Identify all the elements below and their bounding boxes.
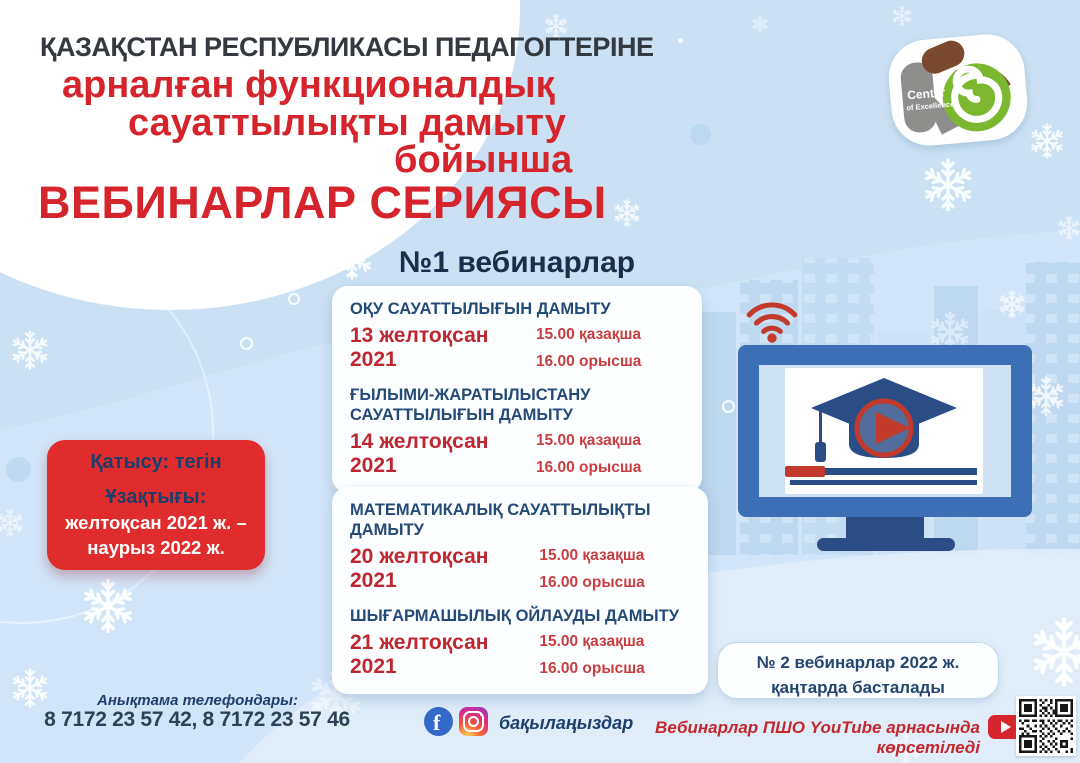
webinar-time-kazakh: 15.00 қазақша (539, 546, 645, 564)
instagram-lens (468, 716, 479, 727)
bokeh-dot (678, 38, 683, 43)
webinar-item (350, 501, 690, 596)
bokeh-dot (690, 124, 711, 145)
qr-code[interactable] (1016, 696, 1076, 756)
webinar-time-russian: 16.00 орысша (535, 352, 642, 370)
webinar-date: 21 желтоқсан 2021 (350, 630, 489, 678)
webinar-date: 20 желтоқсан 2021 (350, 544, 489, 592)
webinar-card-2 (332, 487, 708, 694)
header-red-line-2: сауаттылықты дамыту (128, 102, 566, 144)
participation-info-card (47, 440, 265, 570)
webinar-item (350, 300, 684, 375)
facebook-f-glyph: f (433, 710, 441, 735)
bokeh-ring (240, 337, 253, 350)
webinar-item (350, 607, 690, 682)
facebook-icon[interactable] (424, 707, 453, 736)
next-webinars-note-card (717, 642, 999, 699)
duration-start: желтоқсан 2021 ж. – (65, 512, 247, 533)
webinar-date: 13 желтоқсан 2021 (350, 323, 489, 371)
snowflake-icon (9, 329, 51, 371)
snowflake-icon (920, 157, 976, 213)
duration-label: Ұзақтығы: (105, 486, 207, 508)
youtube-broadcast-note: Вебинарлар ПШО YouTube арнасында көрсетіледі (655, 718, 980, 757)
webinar-title: МАТЕМАТИКАЛЫҚ САУАТТЫЛЫҚТЫ ДАМЫТУ (350, 501, 651, 539)
snowflake-icon (1027, 615, 1080, 689)
snowflake-icon (1028, 122, 1066, 160)
poster-title: ВЕБИНАРЛАР СЕРИЯСЫ (38, 177, 607, 228)
logo-text-center: Center (906, 85, 946, 103)
contact-phone-numbers: 8 7172 23 57 42, 8 7172 23 57 46 (44, 708, 350, 731)
snowflake-icon (0, 508, 25, 538)
webinar-time-kazakh: 15.00 қазақша (535, 431, 642, 449)
bokeh-ring (722, 400, 735, 413)
youtube-play-glyph (1001, 721, 1011, 733)
note-line-1: № 2 вебинарлар 2022 ж. (756, 653, 960, 672)
monitor-illustration (738, 345, 1032, 551)
bokeh-ring (288, 293, 300, 305)
webinar-title: ОҚУ САУАТТЫЛЫҒЫН ДАМЫТУ (350, 300, 611, 318)
section-title: №1 вебинарлар (398, 246, 636, 279)
snowflake-icon (997, 289, 1027, 319)
duration-end: наурыз 2022 ж. (87, 536, 225, 558)
progress-bar-played (785, 466, 825, 477)
wifi-icon (741, 297, 803, 343)
instagram-icon[interactable] (459, 707, 488, 736)
snowflake-icon (612, 198, 642, 228)
webinar-title: ҒЫЛЫМИ-ЖАРАТЫЛЫСТАНУ САУАТТЫЛЫҒЫН ДАМЫТУ (350, 386, 591, 424)
instagram-flash-dot (480, 713, 483, 716)
webinar-time-kazakh: 15.00 қазақша (539, 632, 645, 650)
contact-phones-label: Анықтама телефондары: (97, 692, 298, 709)
follow-us-label: бақылаңыздар (499, 713, 634, 733)
webinar-title: ШЫҒАРМАШЫЛЫҚ ОЙЛАУДЫ ДАМЫТУ (350, 606, 679, 625)
monitor-stand-base (817, 538, 955, 551)
participation-free-label: Қатысу: тегін (90, 451, 222, 473)
webinar-time-kazakh: 15.00 қазақша (535, 325, 642, 343)
webinar-time-russian: 16.00 орысша (539, 573, 645, 591)
snowflake-icon (79, 577, 137, 635)
header-audience-line: ҚАЗАҚСТАН РЕСПУБЛИКАСЫ ПЕДАГОГТЕРІНЕ (40, 32, 654, 62)
webinar-item (350, 386, 684, 481)
webinar-card-1 (332, 286, 702, 493)
snowflake-icon (891, 5, 913, 27)
webinar-time-russian: 16.00 орысша (539, 659, 645, 677)
video-player-panel (785, 368, 983, 494)
snowflake-icon (751, 15, 769, 33)
snowflake-icon (1056, 215, 1080, 241)
header-red-line-3: бойынша (394, 139, 573, 181)
webinar-time-russian: 16.00 орысша (535, 458, 642, 476)
center-of-excellence-logo (886, 31, 1031, 148)
bokeh-dot (6, 457, 31, 482)
webinar-date: 14 желтоқсан 2021 (350, 429, 489, 477)
logo-text-of-excellence: of Excellence (905, 99, 955, 113)
note-line-2: қаңтарда басталады (771, 677, 945, 697)
header-red-line-1: арналған функционалдық (62, 64, 555, 106)
graduation-video-art (785, 368, 983, 494)
